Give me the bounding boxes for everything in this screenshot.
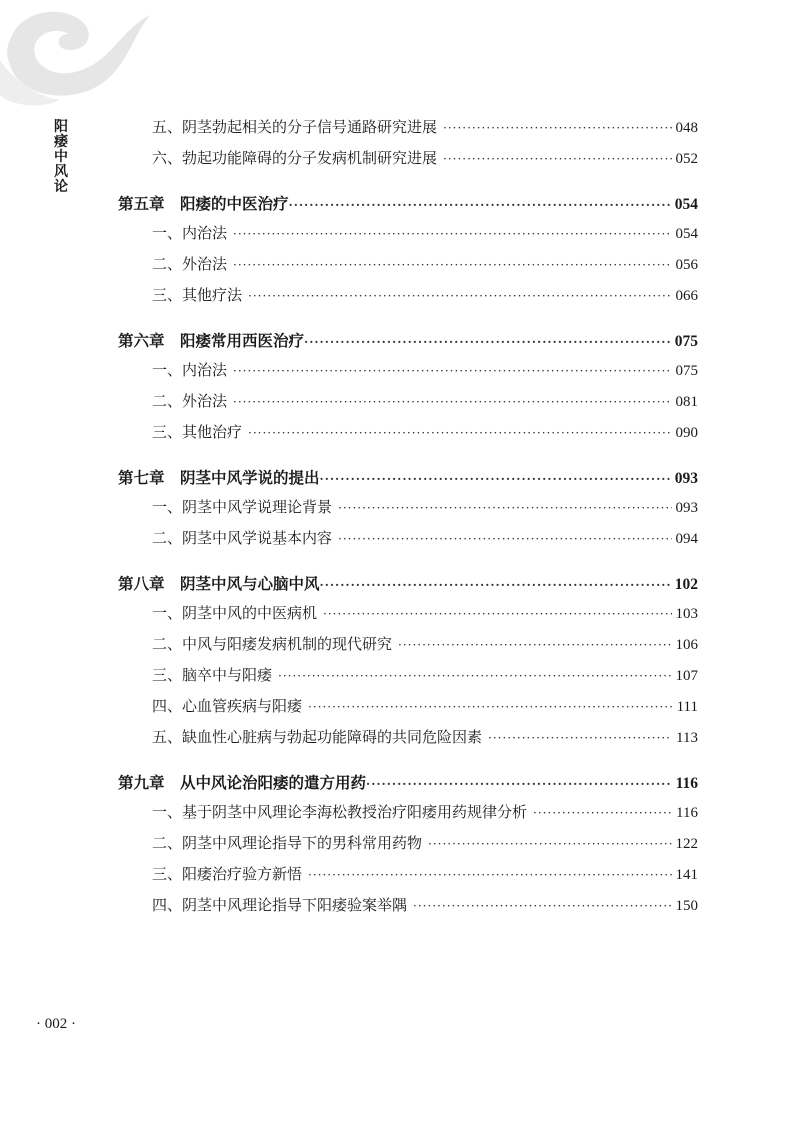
toc-entry-title: 第九章 从中风论治阳痿的遣方用药 — [118, 773, 367, 792]
toc-entry-title: 第六章 阳痿常用西医治疗 — [118, 331, 305, 350]
leader-dots — [248, 289, 671, 303]
toc-chapter-entry[interactable] — [118, 329, 698, 359]
toc-entry-page: 066 — [675, 288, 698, 304]
leader-dots — [289, 198, 671, 212]
toc-entry-title: 一、阴茎中风的中医病机 — [152, 604, 318, 622]
toc-section-entry[interactable] — [118, 359, 698, 390]
toc-entry-title: 第七章 阴茎中风学说的提出 — [118, 468, 320, 487]
toc-entry-page: 081 — [675, 394, 698, 410]
toc-entry-title: 三、其他治疗 — [152, 423, 243, 441]
leader-dots — [413, 899, 671, 913]
toc-entry-page: 048 — [675, 120, 698, 136]
toc-entry-page: 075 — [675, 363, 698, 379]
toc-entry-title: 二、外治法 — [152, 392, 228, 410]
toc-section-entry[interactable] — [118, 695, 698, 726]
toc-entry-page: 116 — [675, 775, 698, 792]
leader-dots — [366, 777, 672, 791]
toc-entry-title: 四、心血管疾病与阳痿 — [152, 697, 303, 715]
leader-dots — [248, 426, 671, 440]
toc-chapter-entry[interactable] — [118, 466, 698, 496]
toc-entry-title: 三、脑卒中与阳痿 — [152, 666, 273, 684]
toc-entry-title: 第五章 阳痿的中医治疗 — [118, 194, 289, 213]
leader-dots — [304, 335, 671, 349]
toc-entry-page: 141 — [675, 867, 698, 883]
toc-entry-title: 一、内治法 — [152, 361, 228, 379]
toc-section-entry[interactable] — [118, 832, 698, 863]
toc-entry-page: 075 — [674, 333, 698, 350]
toc-entry-page: 054 — [675, 226, 698, 242]
toc-entry-title: 二、阴茎中风理论指导下的男科常用药物 — [152, 834, 423, 852]
toc-entry-page: 113 — [676, 730, 698, 746]
toc-section-entry[interactable] — [118, 863, 698, 894]
toc-entry-title: 五、阴茎勃起相关的分子信号通路研究进展 — [152, 118, 438, 136]
toc-entry-title: 二、阴茎中风学说基本内容 — [152, 529, 333, 547]
toc-entry-page: 052 — [675, 151, 698, 167]
leader-dots — [428, 837, 671, 851]
toc-entry-title: 六、勃起功能障碍的分子发病机制研究进展 — [152, 149, 438, 167]
toc-entry-title: 一、基于阴茎中风理论李海松教授治疗阳痿用药规律分析 — [152, 803, 528, 821]
cloud-ornament-icon — [0, 0, 160, 120]
toc-entry-title: 五、缺血性心脏病与勃起功能障碍的共同危险因素 — [152, 728, 483, 746]
toc-entry-title: 一、阴茎中风学说理论背景 — [152, 498, 333, 516]
leader-dots — [533, 806, 672, 820]
leader-dots — [320, 472, 671, 486]
table-of-contents — [118, 116, 698, 925]
toc-section-entry[interactable] — [118, 894, 698, 925]
leader-dots — [278, 669, 671, 683]
toc-entry-page: 107 — [675, 668, 698, 684]
toc-section-entry[interactable] — [118, 664, 698, 695]
toc-entry-title: 四、阴茎中风理论指导下阳痿验案举隅 — [152, 896, 408, 914]
leader-dots — [338, 501, 671, 515]
toc-entry-title: 二、中风与阳痿发病机制的现代研究 — [152, 635, 393, 653]
toc-entry-title: 三、其他疗法 — [152, 286, 243, 304]
toc-chapter-entry[interactable] — [118, 771, 698, 801]
toc-entry-page: 093 — [674, 470, 698, 487]
leader-dots — [443, 152, 671, 166]
leader-dots — [323, 607, 671, 621]
toc-chapter-entry[interactable] — [118, 572, 698, 602]
toc-section-entry[interactable] — [118, 284, 698, 315]
toc-entry-page: 094 — [675, 531, 698, 547]
toc-entry-page: 150 — [675, 898, 698, 914]
page-number: · 002 · — [36, 1016, 76, 1032]
toc-section-entry[interactable] — [118, 602, 698, 633]
toc-entry-page: 056 — [675, 257, 698, 273]
toc-entry-page: 090 — [675, 425, 698, 441]
running-title: 阳痿中风论 — [54, 119, 68, 195]
leader-dots — [233, 258, 671, 272]
toc-entry-page: 093 — [675, 500, 698, 516]
leader-dots — [398, 638, 671, 652]
toc-entry-page: 102 — [674, 576, 698, 593]
toc-section-entry[interactable] — [118, 116, 698, 147]
leader-dots — [233, 227, 671, 241]
toc-entry-page: 103 — [675, 606, 698, 622]
toc-section-entry[interactable] — [118, 726, 698, 757]
toc-section-entry[interactable] — [118, 633, 698, 664]
toc-entry-page: 122 — [675, 836, 698, 852]
toc-section-entry[interactable] — [118, 527, 698, 558]
toc-chapter-entry[interactable] — [118, 192, 698, 222]
leader-dots — [233, 364, 671, 378]
toc-section-entry[interactable] — [118, 801, 698, 832]
toc-entry-title: 二、外治法 — [152, 255, 228, 273]
leader-dots — [308, 868, 671, 882]
toc-section-entry[interactable] — [118, 253, 698, 284]
toc-entry-title: 第八章 阴茎中风与心脑中风 — [118, 574, 320, 593]
leader-dots — [488, 731, 672, 745]
toc-entry-title: 一、内治法 — [152, 224, 228, 242]
toc-section-entry[interactable] — [118, 390, 698, 421]
toc-entry-page: 054 — [674, 196, 698, 213]
leader-dots — [308, 700, 673, 714]
toc-section-entry[interactable] — [118, 222, 698, 253]
toc-section-entry[interactable] — [118, 147, 698, 178]
leader-dots — [320, 578, 671, 592]
leader-dots — [443, 121, 671, 135]
toc-entry-page: 106 — [675, 637, 698, 653]
toc-section-entry[interactable] — [118, 421, 698, 452]
toc-entry-page: 116 — [676, 805, 698, 821]
toc-entry-title: 三、阳痿治疗验方新悟 — [152, 865, 303, 883]
toc-section-entry[interactable] — [118, 496, 698, 527]
leader-dots — [338, 532, 671, 546]
leader-dots — [233, 395, 671, 409]
toc-entry-page: 111 — [676, 699, 698, 715]
